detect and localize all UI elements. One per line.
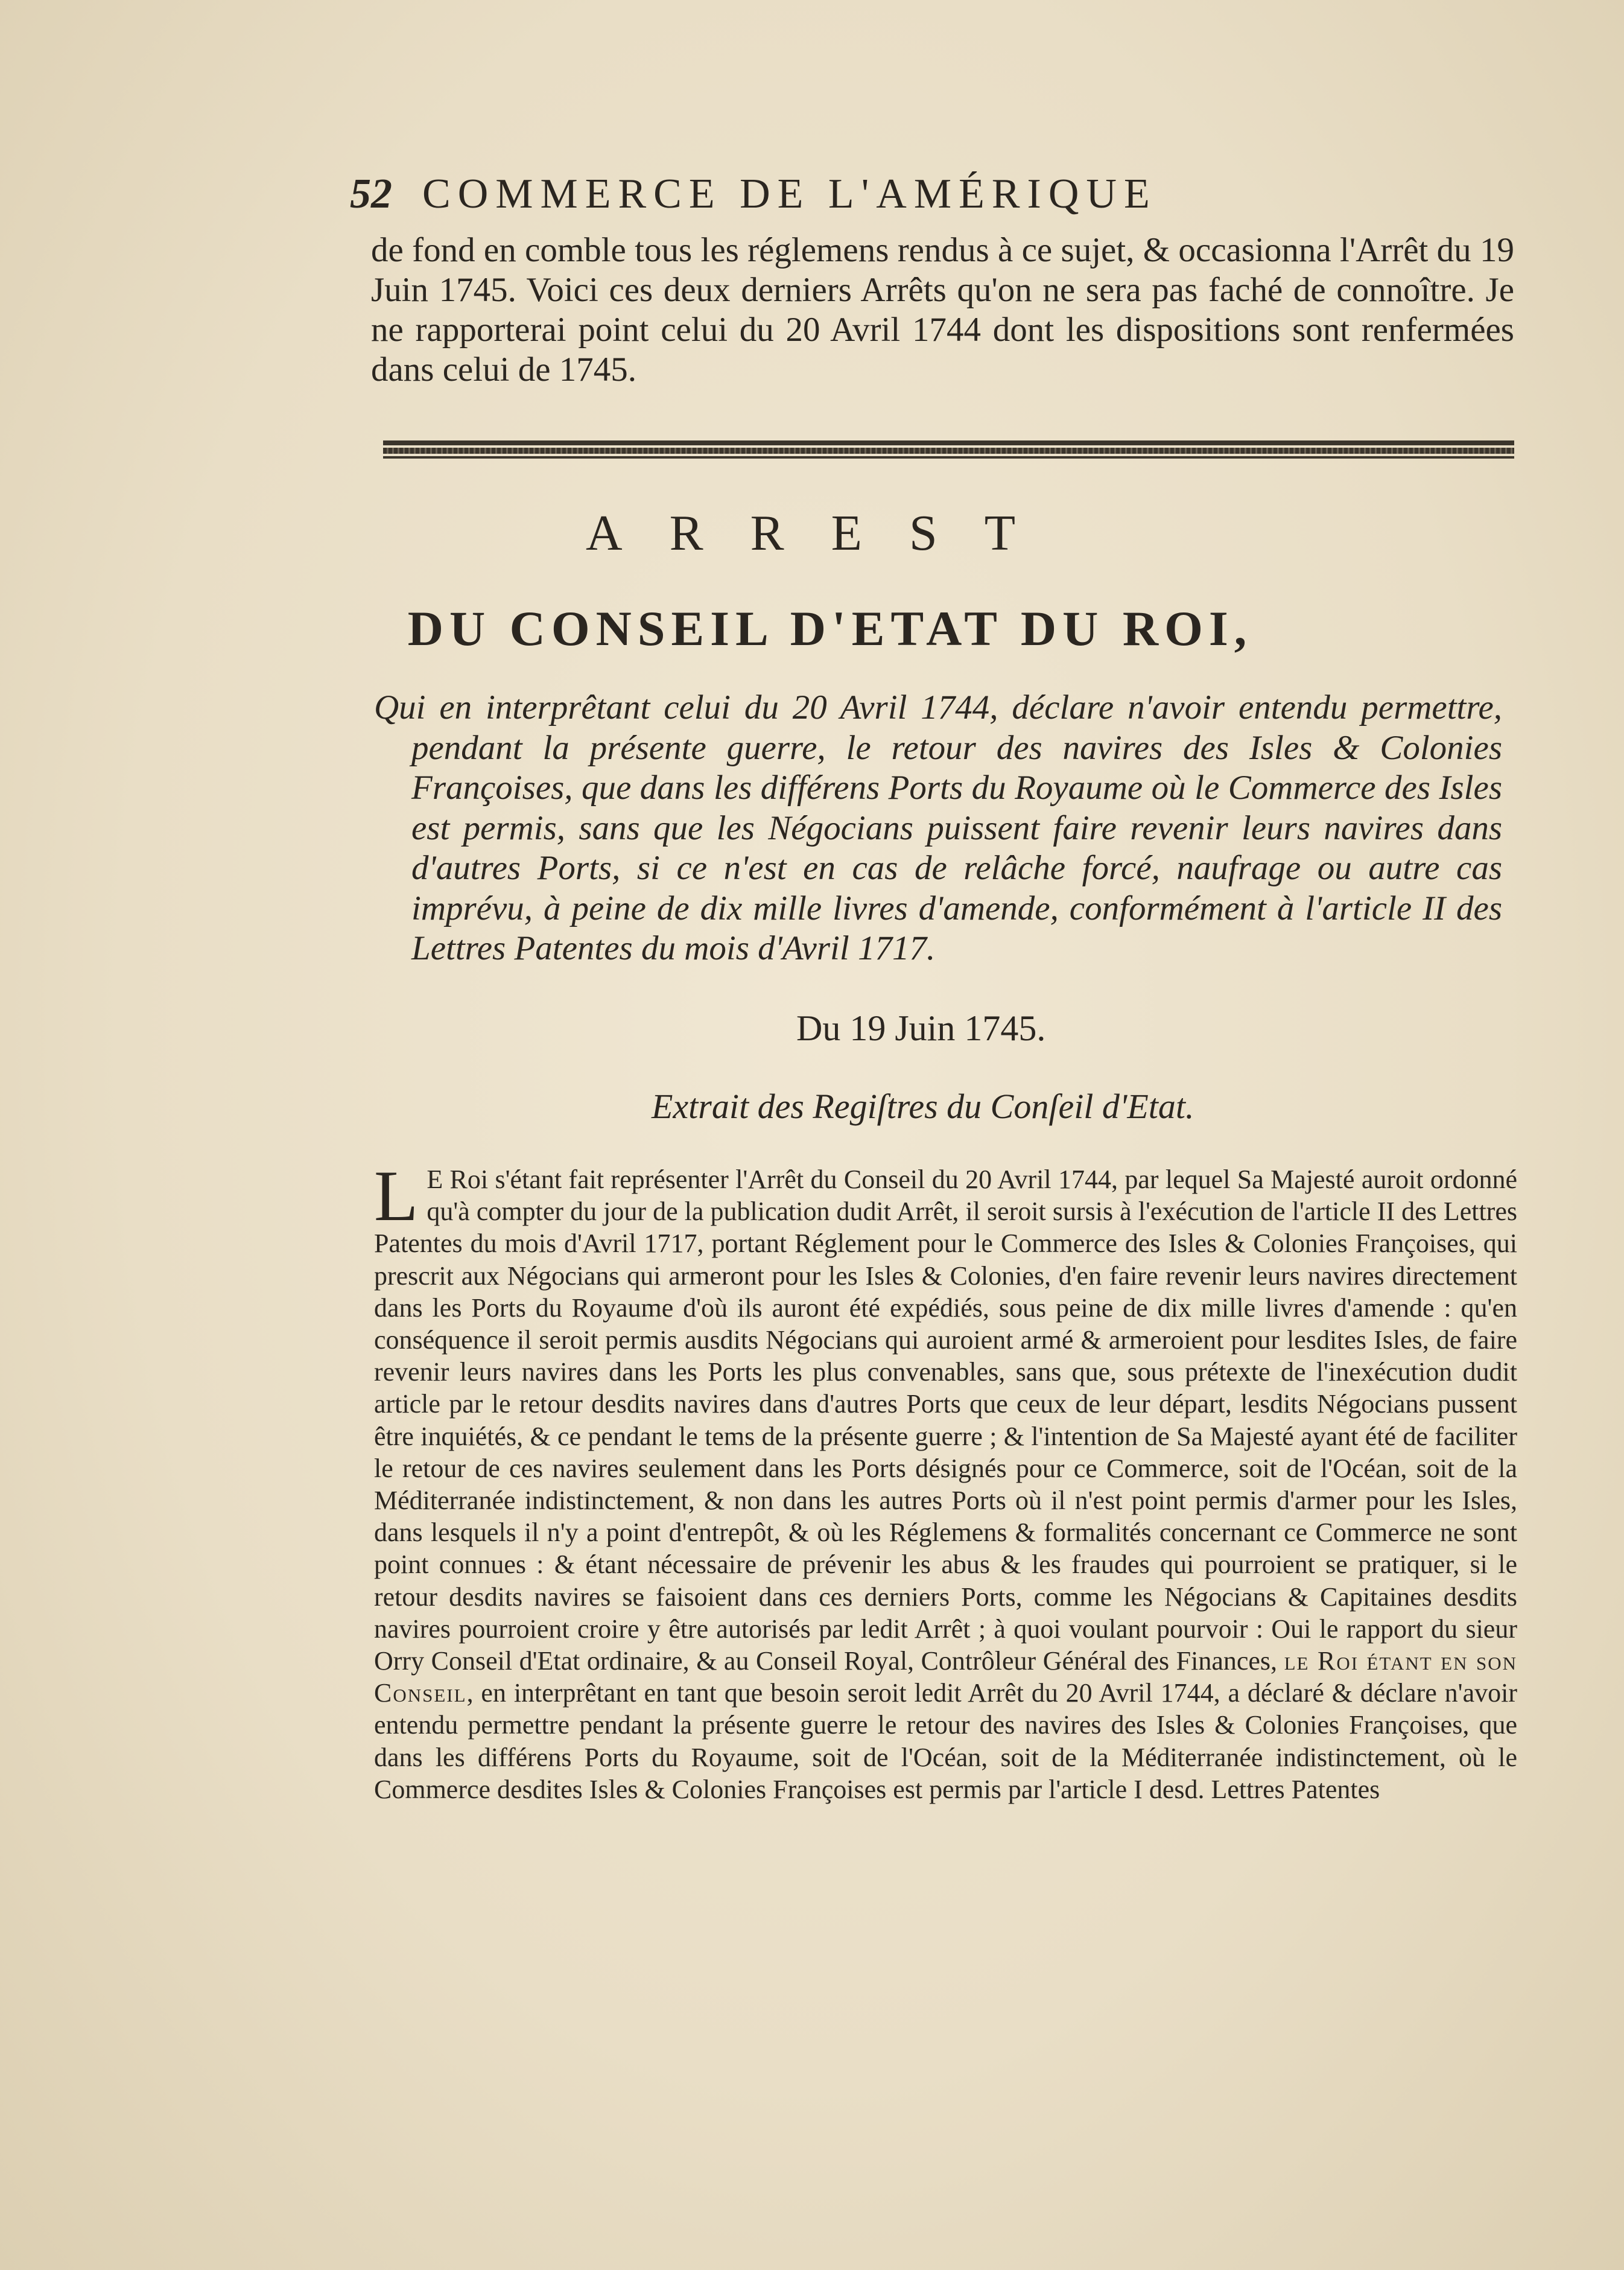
running-title: COMMERCE DE L'AMÉRIQUE <box>422 171 1157 217</box>
ornamental-rule <box>383 440 1514 459</box>
body-text-part1: E Roi s'étant fait représenter l'Arrêt du Conseil du 20 Avril 1744, par lequel Sa Majesté auroit ordonné qu'à compter du jour de la publication dudit Arrêt, il seroit sursis à l'exécution de l'article II des Lettres Patentes du mois d'Avril 1717, portant Réglement pour le Commerce des Isles & Colonies Françoises, qui prescrit aux Négocians qui armeront pour les Isles & Colonies, d'en faire revenir leurs navires directement dans les Ports du Royaume d'où ils auront été expédiés, sous peine de dix mille livres d'amende : qu'en conséquence il seroit permis ausdits Négocians qui auroient armé & armeroient pour lesdites Isles, de faire revenir leurs navires dans les Ports les plus convenables, sans que, sous prétexte de l'inexécution dudit article par le retour desdits navires dans d'autres Ports que ceux de leur départ, lesdits Négocians pussent être inquiétés, & ce pendant le tems de la présente guerre ; & l'intention de Sa Majesté ayant été de faciliter le retour de ces navires seulement dans les Ports désignés pour ce Commerce, soit de l'Océan, soit de la Méditerranée indistinctement, & non dans les autres Ports où il n'est point permis d'armer pour les Isles, dans lesquels il n'y a point d'entrepôt, & où les Réglemens & formalités concernant ce Commerce ne sont point connues : & étant nécessaire de prévenir les abus & les fraudes qui pourroient se pratiquer, si le retour desdits navires se faisoient dans ces derniers Ports, comme les Négocians & Capitaines desdits navires pourroient croire y être autorisés par ledit Arrêt ; à quoi voulant pourvoir : Oui le rapport du sieur Orry Conseil d'Etat ordinaire, & au Conseil Royal, Contrôleur Général des Finances, <box>374 1165 1517 1676</box>
body-text-part2: , en interprêtant en tant que besoin seroit ledit Arrêt du 20 Avril 1744, a déclaré & déclare n'avoir entendu permettre pendant la présente guerre le retour des navires des Isles & Colonies Françoises, que dans les différens Ports du Royaume, soit de l'Océan, soit de la Méditerranée indistinctement, où le Commerce desdites Isles & Colonies Françoises est permis par l'article I desd. Lettres Patentes <box>374 1678 1517 1804</box>
intro-paragraph: de fond en comble tous les réglemens rendus à ce sujet, & occasionna l'Arrêt du 19 Juin 1745. Voici ces deux derniers Arrêts qu'on ne sera pas faché de connoître. Je ne rapporterai point celui du 20 Avril 1744 dont les dispositions sont renfermées dans celui de 1745. <box>371 231 1514 389</box>
page-number: 52 <box>350 171 392 217</box>
drop-cap: L <box>374 1156 419 1236</box>
summary-paragraph: Qui en interprêtant celui du 20 Avril 1744, déclare n'avoir entendu permettre, pendant la présente guerre, le retour des navires des Isles & Colonies Françoises, que dans les différens Ports du Royaume où le Commerce des Isles est permis, sans que les Négocians puissent faire revenir leurs navires dans d'autres Ports, si ce n'est en cas de relâche forcé, naufrage ou autre cas imprévu, à peine de dix mille livres d'amende, conformément à l'article II des Lettres Patentes du mois d'Avril 1717. <box>374 688 1502 967</box>
title-conseil: DU CONSEIL D'ETAT DU ROI, <box>407 601 1253 656</box>
body-text-smallcaps: le Roi étant en son Conseil <box>374 1646 1518 1708</box>
body-text <box>374 1156 1518 1805</box>
date-line: Du 19 Juin 1745. <box>796 1008 1046 1048</box>
extract-line: Extrait des Regiſtres du Conſeil d'Etat. <box>652 1087 1194 1126</box>
running-head <box>350 170 1496 218</box>
title-arrest: ARREST <box>585 505 1063 561</box>
